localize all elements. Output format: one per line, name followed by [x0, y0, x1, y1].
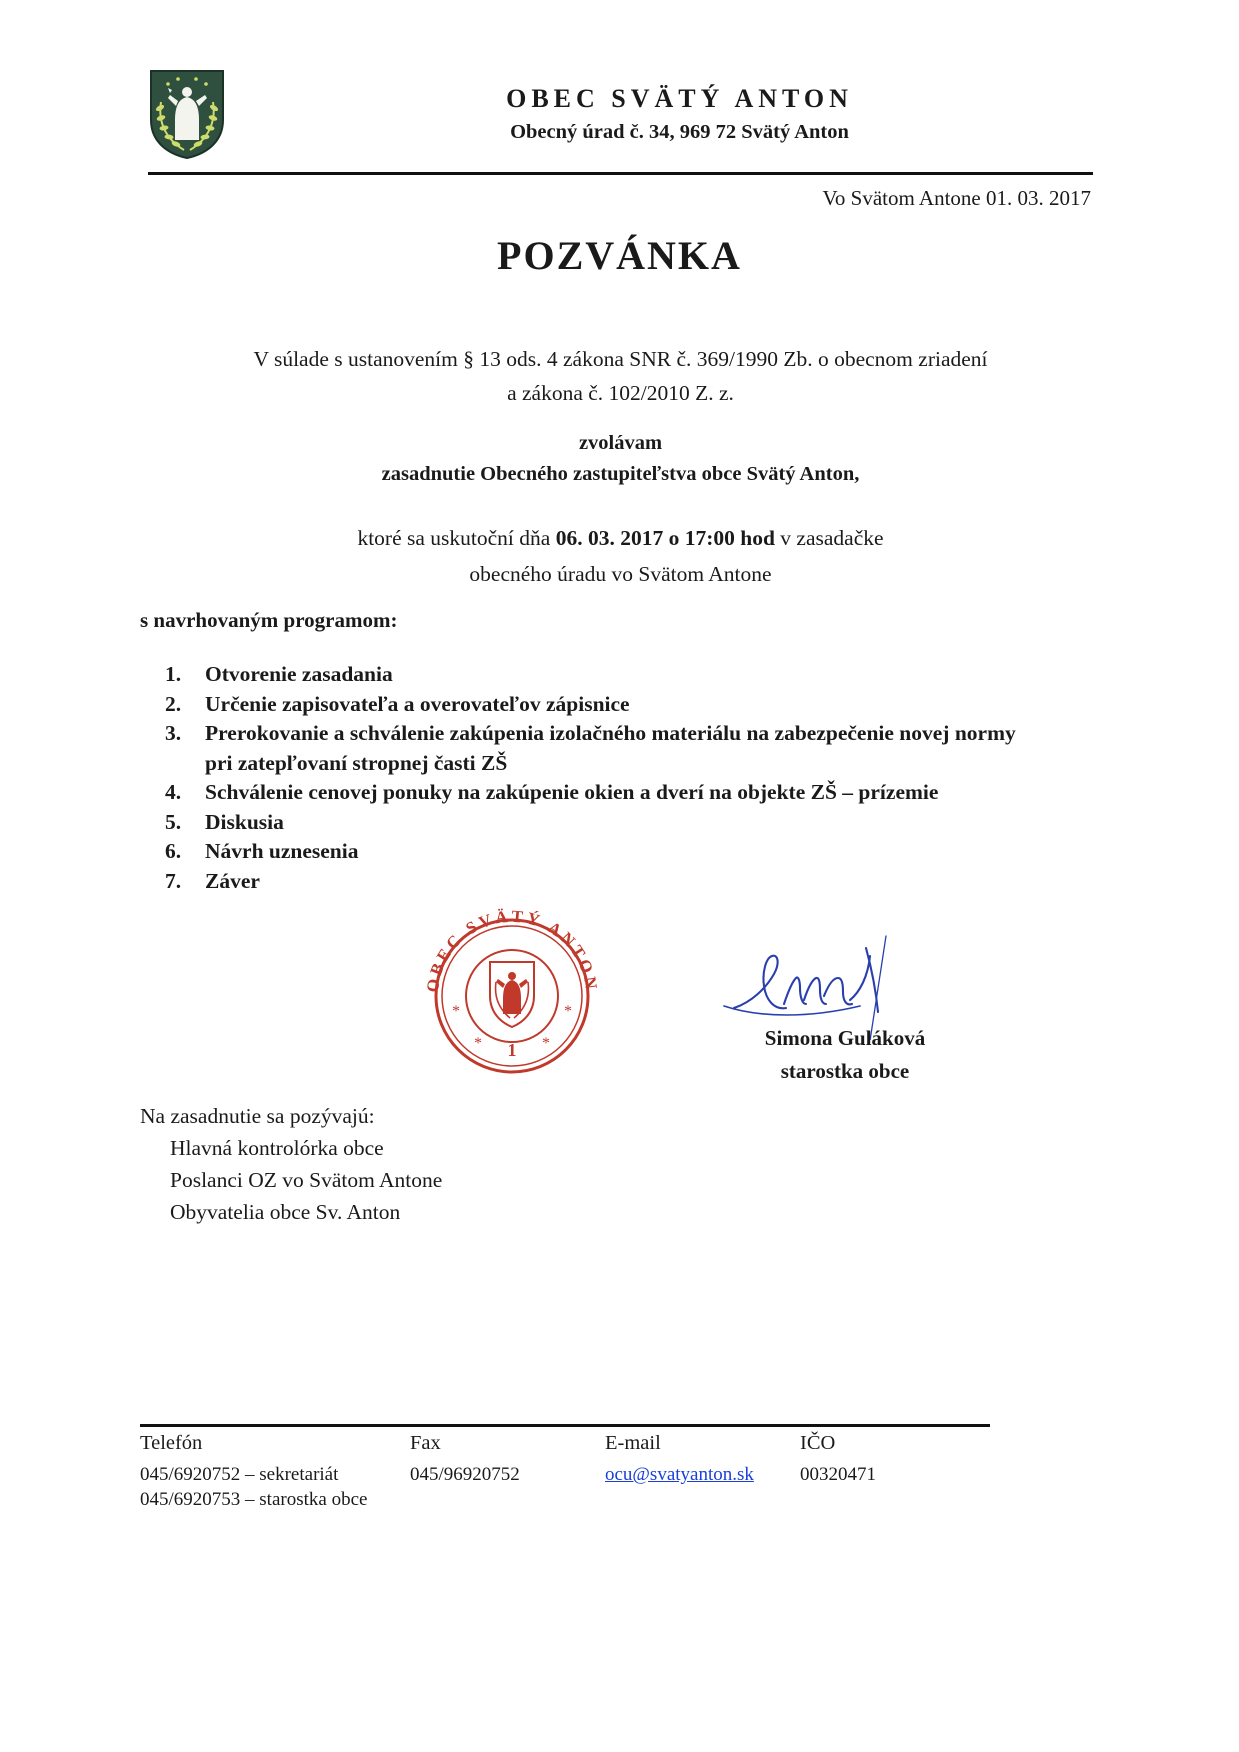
- svg-text:*: *: [564, 1003, 572, 1020]
- legal-basis-line-1: V súlade s ustanovením § 13 ods. 4 zákona SNR č. 369/1990 Zb. o obecnom zriadení: [253, 347, 988, 371]
- footer-column-fax: [410, 1432, 605, 1512]
- meeting-datetime-line: [148, 520, 1093, 556]
- letterhead-text: [266, 84, 1093, 144]
- meeting-prefix: ktoré sa uskutoční dňa: [357, 526, 551, 550]
- header-divider: [148, 172, 1093, 175]
- list-item-label: Otvorenie zasadania: [205, 662, 393, 686]
- footer-heading: Fax: [410, 1432, 441, 1454]
- footer-value: 045/6920753 – starostka obce: [140, 1489, 368, 1510]
- legal-basis-paragraph: [148, 342, 1093, 410]
- list-item-number: 4.: [165, 780, 182, 804]
- convocation-block: [148, 432, 1093, 486]
- footer-heading: IČO: [800, 1432, 836, 1454]
- invitee-item: Hlavná kontrolórka obce: [170, 1136, 384, 1160]
- invitee-item: Obyvatelia obce Sv. Anton: [170, 1200, 401, 1224]
- organization-address: Obecný úrad č. 34, 969 72 Svätý Anton: [510, 121, 849, 143]
- organization-name: OBEC SVÄTÝ ANTON: [506, 84, 853, 113]
- convocation-verb: zvolávam: [578, 432, 663, 454]
- list-item: [165, 719, 1025, 778]
- list-item: [165, 690, 1025, 720]
- meeting-datetime: 06. 03. 2017 o 17:00 hod: [555, 526, 775, 550]
- list-item: [165, 837, 1025, 867]
- email-link[interactable]: ocu@svatyanton.sk: [605, 1464, 754, 1485]
- list-item-label: Určenie zapisovateľa a overovateľov zápisnice: [205, 691, 630, 716]
- svg-text:*: *: [452, 1003, 460, 1020]
- invitee-item: Poslanci OZ vo Svätom Antone: [170, 1168, 443, 1192]
- svg-text:OBEC SVÄTÝ ANTON: OBEC SVÄTÝ ANTON: [422, 906, 602, 994]
- meeting-location: obecného úradu vo Svätom Antone: [469, 562, 772, 586]
- svg-text:*: *: [542, 1035, 550, 1052]
- program-heading: s navrhovaným programom:: [140, 608, 398, 632]
- list-item-label: Prerokovanie a schválenie zakúpenia izolačného materiálu na zabezpečenie novej normy pri zatepľovaní stropnej časti ZŠ: [205, 721, 1016, 775]
- footer-column-ico: [800, 1432, 1000, 1512]
- list-item: [165, 778, 1025, 808]
- footer-column-phone: [140, 1432, 410, 1512]
- footer-column-email: [605, 1432, 800, 1512]
- list-item-label: Návrh uznesenia: [205, 839, 359, 863]
- page-title: POZVÁNKA: [497, 233, 742, 278]
- list-item-number: 6.: [165, 839, 182, 863]
- footer-value: 045/96920752: [410, 1464, 520, 1485]
- invitees-lead: Na zasadnutie sa pozývajú:: [140, 1104, 375, 1128]
- invitees-block: [140, 1100, 442, 1228]
- footer-contacts: [140, 1432, 1040, 1512]
- list-item: [165, 808, 1025, 838]
- list-item-number: 1.: [165, 662, 182, 686]
- signatory-role: starostka obce: [780, 1059, 910, 1083]
- svg-text:*: *: [474, 1035, 482, 1052]
- meeting-suffix: v zasadačke: [780, 526, 884, 550]
- list-item-label: Schválenie cenovej ponuky na zakúpenie okien a dverí na objekte ZŠ – prízemie: [205, 780, 939, 804]
- list-item-number: 5.: [165, 809, 182, 834]
- list-item-number: 3.: [165, 721, 182, 745]
- official-round-stamp-icon: [412, 896, 612, 1096]
- list-item-number: 2.: [165, 691, 182, 716]
- handwritten-signature-icon: [700, 930, 990, 1040]
- footer-value: 00320471: [800, 1464, 876, 1485]
- municipal-coat-of-arms-icon: [148, 68, 226, 160]
- footer-heading: Telefón: [140, 1432, 203, 1454]
- signature-block: [700, 930, 990, 1084]
- list-item: [165, 867, 1025, 897]
- list-item-label: Záver: [205, 868, 260, 893]
- program-list: [165, 660, 1025, 896]
- list-item-number: 7.: [165, 868, 182, 893]
- svg-text:1: 1: [507, 1040, 517, 1060]
- convocation-body: zasadnutie Obecného zastupiteľstva obce Svätý Anton,: [381, 463, 860, 485]
- signatory-name: Simona Guláková: [764, 1026, 926, 1050]
- footer-divider: [140, 1424, 990, 1427]
- list-item-label: Diskusia: [205, 809, 284, 834]
- place-and-date: Vo Svätom Antone 01. 03. 2017: [822, 186, 1091, 210]
- meeting-details: [148, 520, 1093, 592]
- legal-basis-line-2: a zákona č. 102/2010 Z. z.: [507, 381, 734, 405]
- footer-value: 045/6920752 – sekretariát: [140, 1464, 339, 1485]
- footer-heading: E-mail: [605, 1432, 661, 1454]
- list-item: [165, 660, 1025, 690]
- letterhead: [148, 68, 1093, 160]
